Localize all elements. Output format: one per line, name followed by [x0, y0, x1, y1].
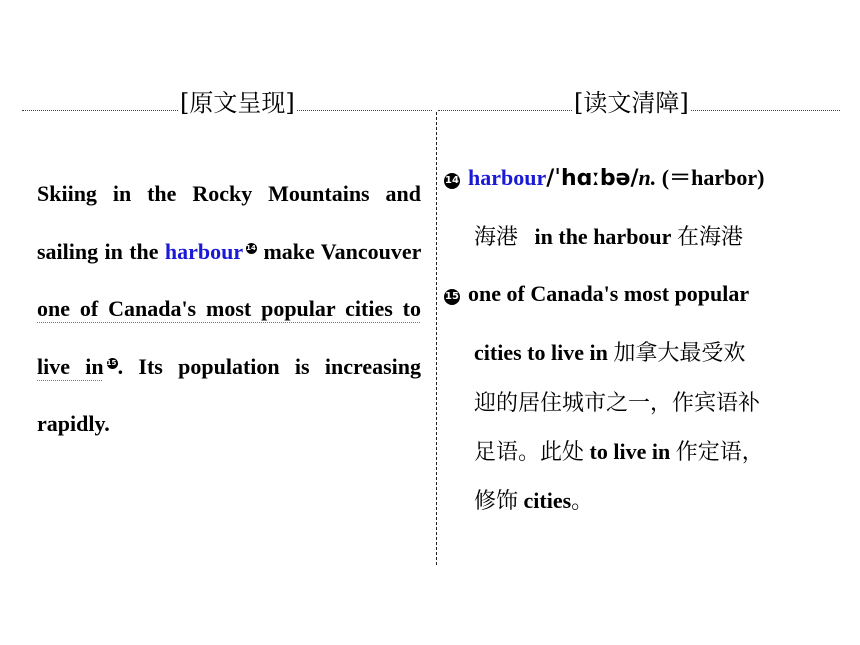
passage-part1: Skiing in the Rocky Mountains and sailing in the — [37, 181, 421, 264]
note-15-line4-en: to live in — [589, 439, 671, 464]
passage-harbour: harbour — [164, 238, 244, 264]
note-14-variant: (＝harbor) — [661, 165, 765, 190]
note-15-line5 — [444, 486, 860, 517]
note-15-line5-en: cities — [523, 488, 572, 513]
note-14-pos: n. — [638, 165, 657, 190]
note-15-line2-zh: 加拿大最受欢 — [613, 341, 746, 366]
passage-part3: . Its population is increasing rapidly. — [37, 353, 421, 436]
note-15-line5-end: 。 — [571, 489, 594, 514]
note-15-line3 — [444, 388, 860, 419]
note-14-phonetic: /ˈhɑːbə/ — [546, 166, 639, 191]
heading-clarify-text: [读文清障] — [574, 89, 689, 117]
note-15-line4-zh1: 足语。此处 — [474, 440, 585, 465]
note-15-text1: one of Canada's most popular — [468, 281, 750, 306]
note-15-line2 — [444, 338, 860, 369]
note-15-line5-zh: 修饰 — [474, 489, 519, 514]
marker-15-note-icon: 15 — [444, 289, 460, 305]
marker-14-icon: 14 — [246, 244, 256, 253]
marker-14-note-icon: 14 — [444, 173, 460, 189]
note-14-phrase: in the harbour — [534, 224, 672, 249]
marker-15-icon: 15 — [106, 359, 117, 368]
note-15-line3-zh: 迎的居住城市之一，作宾语补 — [474, 391, 761, 416]
note-15-line4 — [444, 437, 860, 468]
original-passage — [37, 165, 421, 453]
note-14-phrase-gloss: 在海港 — [676, 225, 743, 250]
note-14-line1 — [444, 163, 834, 194]
note-14-gloss: 海港 — [474, 225, 519, 250]
note-15-line1 — [444, 279, 834, 309]
note-15-line4-zh2: 作定语， — [675, 440, 764, 465]
note-15-line2-en: cities to live in — [474, 340, 608, 365]
passage-underlined-phrase: one of Canada's most popular cities to live in — [37, 296, 421, 379]
note-14-word: harbour — [468, 165, 547, 190]
passage-part2: make Vancouver — [257, 238, 421, 264]
column-separator — [436, 112, 437, 565]
heading-original-text: [原文呈现] — [180, 89, 295, 117]
note-14-line2 — [444, 222, 860, 253]
